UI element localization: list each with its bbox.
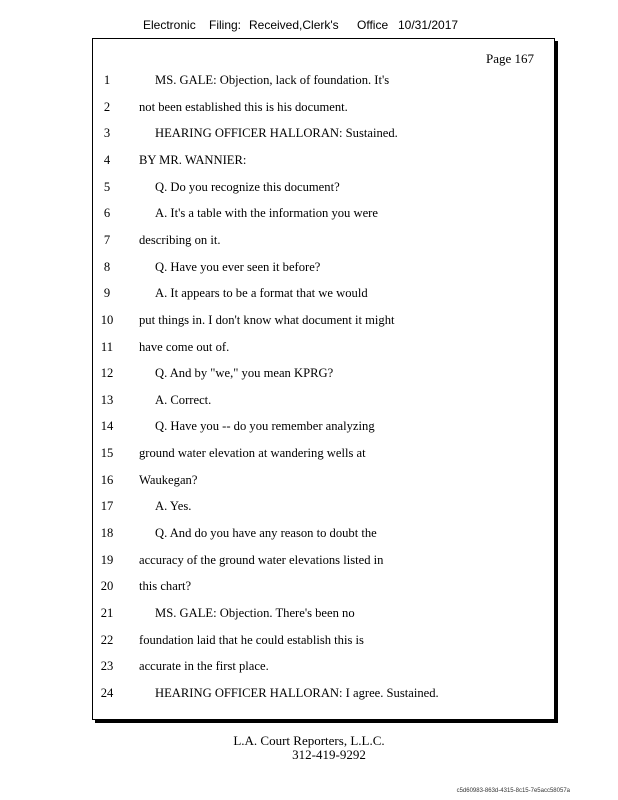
stamp-filing: Filing:	[209, 18, 242, 32]
stamp-received: Received,Clerk's	[249, 18, 339, 32]
transcript-line	[93, 313, 554, 333]
transcript-line	[93, 606, 554, 626]
line-number: 1	[103, 73, 111, 87]
transcript-line	[93, 73, 554, 93]
line-text: A. It appears to be a format that we would	[155, 286, 368, 301]
transcript-line	[93, 419, 554, 439]
line-text: HEARING OFFICER HALLORAN: I agree. Sustained.	[155, 685, 439, 700]
line-number: 20	[100, 579, 114, 594]
line-text: foundation laid that he could establish this is	[139, 632, 364, 647]
page-number: Page 167	[485, 51, 534, 66]
footer-phone: 312-419-9292	[292, 747, 366, 762]
transcript-line	[93, 553, 554, 573]
transcript-line	[93, 180, 554, 200]
transcript-line	[93, 499, 554, 519]
line-number: 13	[100, 392, 114, 407]
line-number: 24	[100, 685, 114, 700]
line-text: MS. GALE: Objection, lack of foundation. It's	[155, 73, 390, 87]
line-number: 18	[100, 526, 114, 541]
transcript-page	[92, 38, 555, 720]
line-number: 14	[100, 419, 114, 434]
transcript-line	[93, 446, 554, 466]
transcript-line	[93, 340, 554, 360]
document-hash: c5d60983-863d-4315-8c15-7e5acc58057a	[456, 788, 570, 794]
line-text: not been established this is his document.	[139, 99, 348, 114]
transcript-line	[93, 366, 554, 386]
transcript-line	[93, 233, 554, 253]
line-text: accurate in the first place.	[139, 659, 269, 674]
footer-company: L.A. Court Reporters, L.L.C.	[233, 733, 385, 748]
line-number: 23	[100, 659, 114, 674]
line-number: 17	[100, 499, 114, 514]
stamp-electronic: Electronic	[143, 18, 196, 32]
line-number: 12	[100, 366, 114, 381]
line-text: Q. And by "we," you mean KPRG?	[155, 366, 334, 381]
line-text: MS. GALE: Objection. There's been no	[155, 606, 355, 620]
stamp-office: Office	[357, 18, 389, 32]
line-text: Waukegan?	[139, 472, 198, 487]
line-number: 5	[103, 179, 111, 194]
line-text: HEARING OFFICER HALLORAN: Sustained.	[155, 126, 398, 141]
line-text: A. It's a table with the information you were	[155, 206, 378, 221]
transcript-line	[93, 659, 554, 679]
line-number: 7	[103, 232, 111, 247]
line-number: 9	[103, 286, 111, 301]
filing-stamp	[0, 18, 618, 36]
line-text: A. Correct.	[155, 392, 212, 407]
line-number: 10	[100, 312, 114, 327]
line-number: 21	[100, 606, 114, 620]
line-number: 15	[100, 446, 114, 461]
line-text: Q. Do you recognize this document?	[155, 179, 340, 194]
transcript-line	[93, 686, 554, 706]
transcript-line	[93, 286, 554, 306]
line-number: 8	[103, 259, 111, 274]
transcript-line	[93, 153, 554, 173]
line-text: put things in. I don't know what document it might	[139, 312, 395, 327]
line-text: A. Yes.	[155, 499, 192, 514]
line-text: have come out of.	[139, 339, 230, 354]
line-text: BY MR. WANNIER:	[139, 152, 247, 167]
line-text: accuracy of the ground water elevations listed in	[139, 552, 384, 567]
line-text: ground water elevation at wandering wells at	[139, 446, 366, 461]
line-text: this chart?	[139, 579, 192, 594]
line-number: 6	[103, 206, 111, 221]
line-number: 4	[103, 152, 111, 167]
line-number: 2	[103, 99, 111, 114]
transcript-line	[93, 393, 554, 413]
stamp-date: 10/31/2017	[398, 18, 459, 32]
transcript-line	[93, 100, 554, 120]
transcript-line	[93, 260, 554, 280]
line-number: 3	[103, 126, 111, 141]
transcript-line	[93, 579, 554, 599]
line-text: Q. And do you have any reason to doubt the	[155, 526, 377, 541]
line-text: Q. Have you -- do you remember analyzing	[155, 419, 375, 434]
line-number: 16	[100, 472, 114, 487]
line-number: 11	[100, 339, 114, 354]
line-number: 19	[100, 552, 114, 567]
transcript-line	[93, 206, 554, 226]
transcript-line	[93, 633, 554, 653]
line-text: Q. Have you ever seen it before?	[155, 259, 321, 274]
transcript-line	[93, 526, 554, 546]
line-text: describing on it.	[139, 232, 221, 247]
transcript-line	[93, 473, 554, 493]
transcript-line	[93, 126, 554, 146]
line-number: 22	[100, 632, 114, 647]
